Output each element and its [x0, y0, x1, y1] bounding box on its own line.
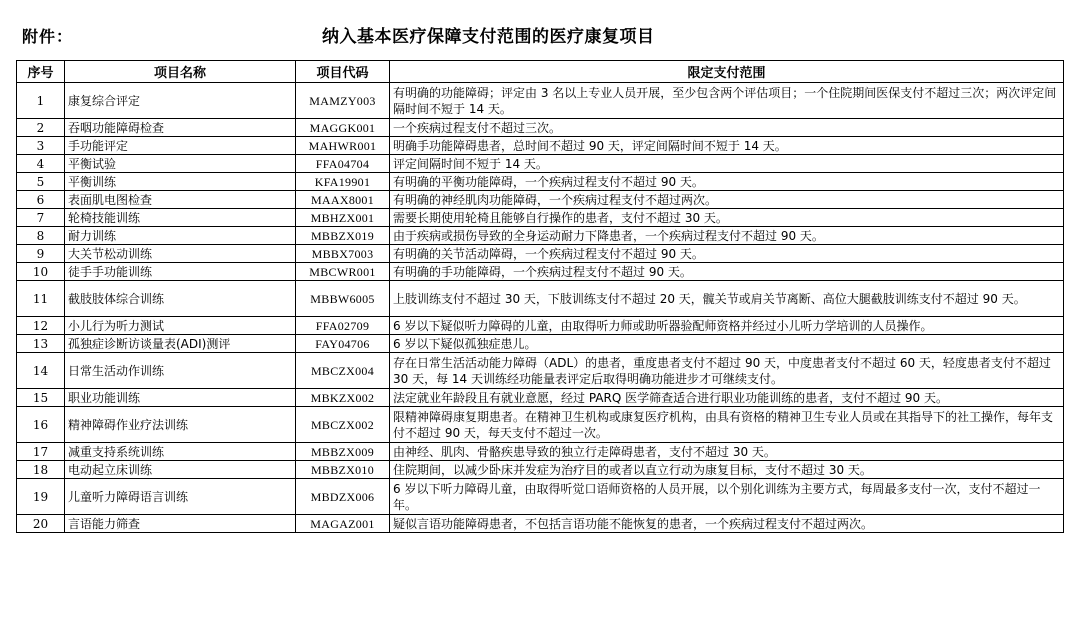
row-name: 小儿行为听力测试 [65, 317, 296, 335]
table-row [17, 263, 1064, 281]
row-name: 徒手手功能训练 [65, 263, 296, 281]
row-code: MBBX7003 [296, 245, 390, 263]
row-code: MBDZX006 [296, 479, 390, 515]
row-scope: 有明确的神经肌肉功能障碍，一个疾病过程支付不超过两次。 [390, 191, 1064, 209]
table-row [17, 227, 1064, 245]
row-code: MBCZX002 [296, 407, 390, 443]
table-row [17, 173, 1064, 191]
row-name: 手功能评定 [65, 137, 296, 155]
table-row [17, 317, 1064, 335]
column-header-scope: 限定支付范围 [390, 61, 1064, 83]
document-title: 纳入基本医疗保障支付范围的医疗康复项目 [322, 27, 655, 47]
row-code: MAHWR001 [296, 137, 390, 155]
table-row [17, 245, 1064, 263]
table-row [17, 209, 1064, 227]
table-row [17, 461, 1064, 479]
row-scope: 由于疾病或损伤导致的全身运动耐力下降患者，一个疾病过程支付不超过 90 天。 [390, 227, 1064, 245]
row-name: 耐力训练 [65, 227, 296, 245]
row-name: 孤独症诊断访谈量表(ADI)测评 [65, 335, 296, 353]
row-no: 4 [17, 155, 65, 173]
table-row [17, 119, 1064, 137]
row-scope: 由神经、肌肉、骨骼疾患导致的独立行走障碍患者，支付不超过 30 天。 [390, 443, 1064, 461]
row-scope: 评定间隔时间不短于 14 天。 [390, 155, 1064, 173]
table-row [17, 335, 1064, 353]
row-name: 平衡试验 [65, 155, 296, 173]
row-name: 精神障碍作业疗法训练 [65, 407, 296, 443]
row-no: 7 [17, 209, 65, 227]
row-no: 9 [17, 245, 65, 263]
row-code: MBHZX001 [296, 209, 390, 227]
row-scope: 6 岁以下听力障碍儿童，由取得听觉口语师资格的人员开展，以个别化训练为主要方式，每周最多支付一次，支付不超过一年。 [390, 479, 1064, 515]
row-no: 19 [17, 479, 65, 515]
row-no: 5 [17, 173, 65, 191]
row-no: 2 [17, 119, 65, 137]
row-code: MAAX8001 [296, 191, 390, 209]
row-name: 轮椅技能训练 [65, 209, 296, 227]
row-no: 14 [17, 353, 65, 389]
row-name: 康复综合评定 [65, 83, 296, 119]
row-name: 减重支持系统训练 [65, 443, 296, 461]
table-row [17, 389, 1064, 407]
row-scope: 需要长期使用轮椅且能够自行操作的患者，支付不超过 30 天。 [390, 209, 1064, 227]
row-no: 6 [17, 191, 65, 209]
row-no: 15 [17, 389, 65, 407]
row-no: 13 [17, 335, 65, 353]
row-name: 平衡训练 [65, 173, 296, 191]
row-name: 儿童听力障碍语言训练 [65, 479, 296, 515]
row-scope: 有明确的平衡功能障碍，一个疾病过程支付不超过 90 天。 [390, 173, 1064, 191]
column-header-code: 项目代码 [296, 61, 390, 83]
row-scope: 限精神障碍康复期患者。在精神卫生机构或康复医疗机构，由具有资格的精神卫生专业人员或在其指导下的社工操作，每年支付不超过 90 天，每天支付不超过一次。 [390, 407, 1064, 443]
row-no: 12 [17, 317, 65, 335]
row-code: FAY04706 [296, 335, 390, 353]
row-scope: 有明确的关节活动障碍，一个疾病过程支付不超过 90 天。 [390, 245, 1064, 263]
column-header-name: 项目名称 [65, 61, 296, 83]
row-scope: 6 岁以下疑似孤独症患儿。 [390, 335, 1064, 353]
row-scope: 一个疾病过程支付不超过三次。 [390, 119, 1064, 137]
table-row [17, 407, 1064, 443]
table-row [17, 155, 1064, 173]
table-header-row [17, 61, 1064, 83]
row-code: MBBZX019 [296, 227, 390, 245]
rehab-items-table [16, 60, 1064, 533]
table-row [17, 353, 1064, 389]
row-code: MAMZY003 [296, 83, 390, 119]
row-code: FFA04704 [296, 155, 390, 173]
row-no: 1 [17, 83, 65, 119]
row-no: 17 [17, 443, 65, 461]
row-name: 大关节松动训练 [65, 245, 296, 263]
row-no: 18 [17, 461, 65, 479]
row-scope: 有明确的功能障碍；评定由 3 名以上专业人员开展，至少包含两个评估项目；一个住院期间医保支付不超过三次；两次评定间隔时间不短于 14 天。 [390, 83, 1064, 119]
table-row [17, 443, 1064, 461]
table-row [17, 515, 1064, 533]
column-header-no: 序号 [17, 61, 65, 83]
row-no: 11 [17, 281, 65, 317]
row-name: 职业功能训练 [65, 389, 296, 407]
table-row [17, 83, 1064, 119]
row-scope: 存在日常生活活动能力障碍（ADL）的患者，重度患者支付不超过 90 天，中度患者支付不超过 60 天，轻度患者支付不超过 30 天，每 14 天训练经功能量表评定后取得明确功能进步才可继续支付。 [390, 353, 1064, 389]
table-row [17, 191, 1064, 209]
row-scope: 6 岁以下疑似听力障碍的儿童，由取得听力师或助听器验配师资格并经过小儿听力学培训的人员操作。 [390, 317, 1064, 335]
row-no: 20 [17, 515, 65, 533]
row-scope: 法定就业年龄段且有就业意愿，经过 PARQ 医学筛查适合进行职业功能训练的患者，支付不超过 90 天。 [390, 389, 1064, 407]
row-name: 言语能力筛查 [65, 515, 296, 533]
row-no: 8 [17, 227, 65, 245]
row-code: MBBZX009 [296, 443, 390, 461]
row-code: FFA02709 [296, 317, 390, 335]
row-scope: 上肢训练支付不超过 30 天，下肢训练支付不超过 20 天，髋关节或肩关节离断、高位大腿截肢训练支付不超过 90 天。 [390, 281, 1064, 317]
row-code: MBKZX002 [296, 389, 390, 407]
row-code: MBBZX010 [296, 461, 390, 479]
row-code: MBCWR001 [296, 263, 390, 281]
row-scope: 明确手功能障碍患者，总时间不超过 90 天，评定间隔时间不短于 14 天。 [390, 137, 1064, 155]
row-name: 吞咽功能障碍检查 [65, 119, 296, 137]
attachment-label: 附件： [22, 27, 74, 46]
row-code: MAGAZ001 [296, 515, 390, 533]
table-row [17, 281, 1064, 317]
row-no: 16 [17, 407, 65, 443]
row-code: MBCZX004 [296, 353, 390, 389]
row-scope: 住院期间，以减少卧床并发症为治疗目的或者以直立行动为康复目标，支付不超过 30 天。 [390, 461, 1064, 479]
row-name: 电动起立床训练 [65, 461, 296, 479]
row-scope: 有明确的手功能障碍，一个疾病过程支付不超过 90 天。 [390, 263, 1064, 281]
row-code: MAGGK001 [296, 119, 390, 137]
row-code: KFA19901 [296, 173, 390, 191]
row-name: 表面肌电图检查 [65, 191, 296, 209]
row-name: 截肢肢体综合训练 [65, 281, 296, 317]
table-row [17, 479, 1064, 515]
table-row [17, 137, 1064, 155]
row-scope: 疑似言语功能障碍患者，不包括言语功能不能恢复的患者，一个疾病过程支付不超过两次。 [390, 515, 1064, 533]
row-code: MBBW6005 [296, 281, 390, 317]
row-no: 10 [17, 263, 65, 281]
row-name: 日常生活动作训练 [65, 353, 296, 389]
row-no: 3 [17, 137, 65, 155]
